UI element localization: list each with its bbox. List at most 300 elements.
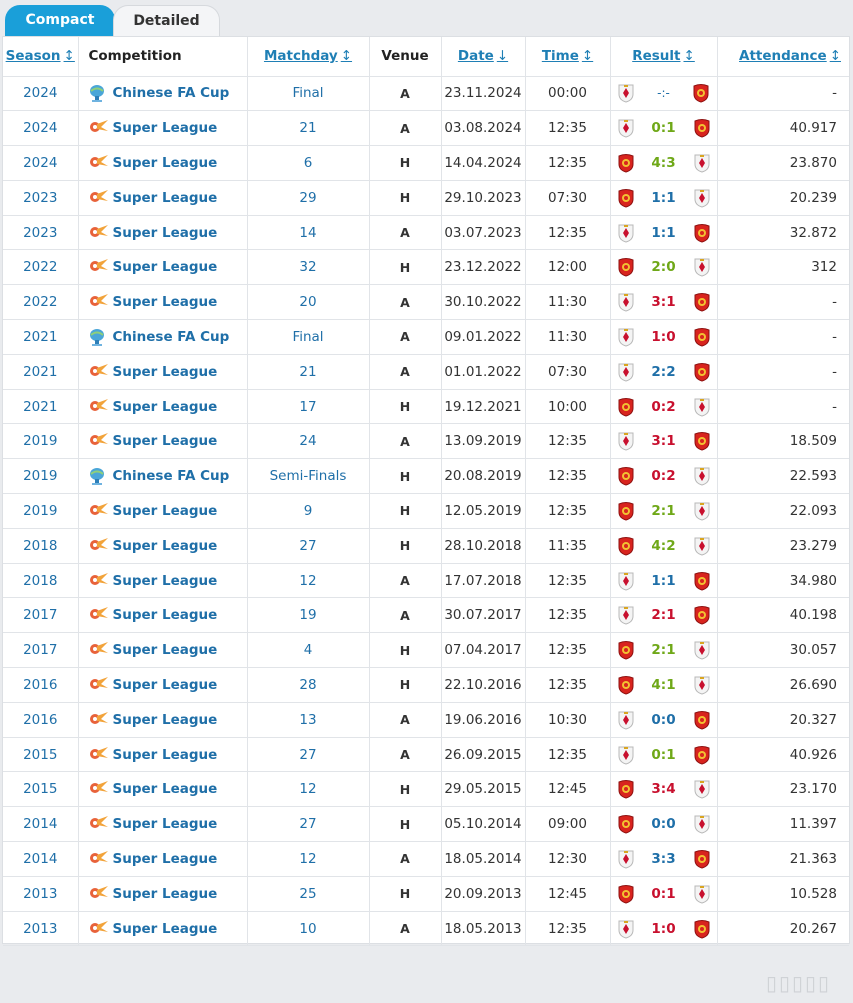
matchday-cell[interactable]: 12 <box>247 772 369 807</box>
attendance-cell: 23.279 <box>717 528 849 563</box>
season-cell[interactable]: 2024 <box>3 76 78 111</box>
score-link[interactable]: 2:0 <box>651 259 676 276</box>
date-cell: 28.10.2018 <box>441 528 525 563</box>
competition-link[interactable]: Super League <box>112 850 218 867</box>
matchday-cell[interactable]: 12 <box>247 563 369 598</box>
red-crest-icon[interactable] <box>617 188 635 208</box>
super-league-icon <box>87 745 107 765</box>
matchday-cell[interactable]: Semi-Finals <box>247 459 369 494</box>
season-cell[interactable]: 2024 <box>3 111 78 146</box>
result-wrap <box>617 83 711 103</box>
competition-link[interactable]: Super League <box>112 607 218 624</box>
season-cell[interactable]: 2019 <box>3 424 78 459</box>
table-row <box>3 389 849 424</box>
venue-cell: A <box>369 563 441 598</box>
competition-link[interactable]: Super League <box>112 885 218 902</box>
competition-wrap <box>87 884 247 904</box>
fa-cup-icon <box>87 83 107 103</box>
result-wrap <box>617 571 711 591</box>
matchday-cell[interactable]: 28 <box>247 668 369 703</box>
red-crest-icon[interactable] <box>617 640 635 660</box>
white-crest-icon[interactable] <box>617 83 635 103</box>
matchday-cell[interactable]: 27 <box>247 528 369 563</box>
table-row <box>3 598 849 633</box>
venue-cell: H <box>369 459 441 494</box>
table-row <box>3 215 849 250</box>
score-link[interactable]: 2:1 <box>651 642 676 659</box>
date-cell: 30.07.2017 <box>441 598 525 633</box>
matchday-cell[interactable]: 19 <box>247 598 369 633</box>
date-header-label[interactable]: Date <box>457 48 494 65</box>
score-link[interactable]: 0:1 <box>651 885 676 902</box>
score-link[interactable]: 3:1 <box>651 294 676 311</box>
competition-link[interactable]: Super League <box>112 746 218 763</box>
matchday-cell[interactable]: 6 <box>247 146 369 181</box>
result-wrap <box>617 292 711 312</box>
table-row <box>3 737 849 772</box>
time-cell: 12:30 <box>525 842 610 877</box>
matchday-cell[interactable]: 27 <box>247 807 369 842</box>
matchday-cell[interactable]: 4 <box>247 633 369 668</box>
white-crest-icon[interactable] <box>693 640 711 660</box>
attendance-cell: 21.363 <box>717 842 849 877</box>
score-link[interactable]: 0:2 <box>651 398 676 415</box>
result-cell <box>610 494 717 529</box>
white-crest-icon[interactable] <box>617 605 635 625</box>
date-cell: 13.09.2019 <box>441 424 525 459</box>
season-cell[interactable]: 2021 <box>3 320 78 355</box>
season-cell[interactable]: 2018 <box>3 528 78 563</box>
competition-link[interactable]: Super League <box>112 189 218 206</box>
score-link[interactable]: 2:2 <box>651 363 676 380</box>
competition-wrap <box>87 675 247 695</box>
time-cell: 12:35 <box>525 111 610 146</box>
competition-cell <box>78 807 247 842</box>
date-cell: 29.05.2015 <box>441 772 525 807</box>
red-crest-icon[interactable] <box>693 849 711 869</box>
white-crest-icon[interactable] <box>617 919 635 939</box>
table-row <box>3 911 849 946</box>
column-header-season[interactable] <box>3 37 78 76</box>
score-link[interactable]: 0:0 <box>651 711 676 728</box>
red-crest-icon[interactable] <box>617 257 635 277</box>
competition-wrap <box>87 223 247 243</box>
red-crest-icon[interactable] <box>693 919 711 939</box>
column-header-attendance[interactable] <box>717 37 849 76</box>
sort-icon[interactable]: ↕ <box>63 48 75 65</box>
white-crest-icon[interactable] <box>693 536 711 556</box>
column-header-matchday[interactable] <box>247 37 369 76</box>
result-cell <box>610 598 717 633</box>
attendance-header-label[interactable]: Attendance <box>739 48 827 65</box>
score-link[interactable]: 1:1 <box>651 572 676 589</box>
table-row <box>3 250 849 285</box>
result-wrap <box>617 501 711 521</box>
score-link[interactable]: 4:1 <box>651 676 676 693</box>
venue-cell: A <box>369 285 441 320</box>
super-league-icon <box>87 292 107 312</box>
venue-cell: A <box>369 702 441 737</box>
competition-cell <box>78 76 247 111</box>
white-crest-icon[interactable] <box>617 292 635 312</box>
white-crest-icon[interactable] <box>693 153 711 173</box>
score-link[interactable]: 3:1 <box>651 433 676 450</box>
date-cell: 29.10.2023 <box>441 180 525 215</box>
venue-header-label: Venue <box>381 48 429 65</box>
white-crest-icon[interactable] <box>617 431 635 451</box>
competition-link[interactable]: Super League <box>112 398 218 415</box>
matchday-cell[interactable]: 13 <box>247 702 369 737</box>
result-wrap <box>617 188 711 208</box>
score-link[interactable]: 0:1 <box>651 746 676 763</box>
season-cell[interactable]: 2016 <box>3 668 78 703</box>
tab-compact[interactable]: Compact <box>5 5 115 36</box>
result-cell <box>610 876 717 911</box>
competition-wrap <box>87 605 247 625</box>
table-row <box>3 424 849 459</box>
competition-cell <box>78 876 247 911</box>
time-cell: 12:35 <box>525 633 610 668</box>
result-cell <box>610 528 717 563</box>
date-cell: 23.11.2024 <box>441 76 525 111</box>
matchday-cell[interactable]: 20 <box>247 285 369 320</box>
attendance-cell: 18.509 <box>717 424 849 459</box>
matchday-cell[interactable]: 14 <box>247 215 369 250</box>
matchday-cell[interactable]: 25 <box>247 876 369 911</box>
score-link[interactable]: 1:1 <box>651 224 676 241</box>
result-wrap <box>617 536 711 556</box>
super-league-icon <box>87 571 107 591</box>
competition-link[interactable]: Super League <box>112 224 218 241</box>
time-cell: 12:45 <box>525 876 610 911</box>
table-row <box>3 668 849 703</box>
red-crest-icon[interactable] <box>617 153 635 173</box>
result-cell <box>610 668 717 703</box>
competition-cell <box>78 842 247 877</box>
date-cell: 20.08.2019 <box>441 459 525 494</box>
result-wrap <box>617 640 711 660</box>
competition-link[interactable]: Super League <box>112 502 218 519</box>
season-cell[interactable]: 2023 <box>3 180 78 215</box>
results-panel <box>2 36 850 944</box>
white-crest-icon[interactable] <box>693 501 711 521</box>
super-league-icon <box>87 849 107 869</box>
red-crest-icon[interactable] <box>617 675 635 695</box>
venue-cell: A <box>369 354 441 389</box>
result-cell <box>610 737 717 772</box>
view-tabs <box>0 0 853 36</box>
red-crest-icon[interactable] <box>693 571 711 591</box>
time-cell: 10:30 <box>525 702 610 737</box>
super-league-icon <box>87 814 107 834</box>
attendance-cell: 40.198 <box>717 598 849 633</box>
time-cell: 11:30 <box>525 285 610 320</box>
white-crest-icon[interactable] <box>617 362 635 382</box>
competition-cell <box>78 424 247 459</box>
attendance-cell: - <box>717 354 849 389</box>
competition-cell <box>78 146 247 181</box>
competition-link[interactable]: Super League <box>112 572 218 589</box>
result-cell <box>610 702 717 737</box>
white-crest-icon[interactable] <box>693 814 711 834</box>
competition-link[interactable]: Super League <box>112 711 218 728</box>
season-cell[interactable]: 2021 <box>3 389 78 424</box>
matchday-cell[interactable]: 12 <box>247 842 369 877</box>
competition-link[interactable]: Super League <box>112 676 218 693</box>
red-crest-icon[interactable] <box>693 605 711 625</box>
competition-wrap <box>87 118 247 138</box>
white-crest-icon[interactable] <box>617 849 635 869</box>
super-league-icon <box>87 362 107 382</box>
competition-wrap <box>87 431 247 451</box>
season-cell[interactable]: 2018 <box>3 563 78 598</box>
season-cell[interactable]: 2015 <box>3 737 78 772</box>
column-header-date[interactable] <box>441 37 525 76</box>
red-crest-icon[interactable] <box>617 779 635 799</box>
result-cell <box>610 911 717 946</box>
venue-cell: H <box>369 180 441 215</box>
white-crest-icon[interactable] <box>693 466 711 486</box>
season-cell[interactable]: 2017 <box>3 598 78 633</box>
white-crest-icon[interactable] <box>617 571 635 591</box>
attendance-cell: 20.267 <box>717 911 849 946</box>
competition-link[interactable]: Super League <box>112 920 218 937</box>
date-cell: 20.09.2013 <box>441 876 525 911</box>
time-cell: 11:30 <box>525 320 610 355</box>
matchday-cell[interactable]: 29 <box>247 180 369 215</box>
white-crest-icon[interactable] <box>693 884 711 904</box>
season-cell[interactable]: 2019 <box>3 459 78 494</box>
score-link[interactable]: 4:2 <box>651 537 676 554</box>
score-link[interactable]: 2:1 <box>651 502 676 519</box>
score-link[interactable]: 0:2 <box>651 468 676 485</box>
time-cell: 09:00 <box>525 807 610 842</box>
red-crest-icon[interactable] <box>693 118 711 138</box>
red-crest-icon[interactable] <box>693 745 711 765</box>
attendance-cell: 30.057 <box>717 633 849 668</box>
result-wrap <box>617 466 711 486</box>
super-league-icon <box>87 536 107 556</box>
competition-cell <box>78 598 247 633</box>
red-crest-icon[interactable] <box>617 466 635 486</box>
white-crest-icon[interactable] <box>617 223 635 243</box>
super-league-icon <box>87 118 107 138</box>
date-cell: 30.10.2022 <box>441 285 525 320</box>
table-row <box>3 633 849 668</box>
white-crest-icon[interactable] <box>693 188 711 208</box>
score-link[interactable]: 1:1 <box>651 189 676 206</box>
table-row <box>3 494 849 529</box>
red-crest-icon[interactable] <box>693 431 711 451</box>
time-cell: 12:35 <box>525 563 610 598</box>
competition-cell <box>78 111 247 146</box>
competition-link[interactable]: Super League <box>112 433 218 450</box>
competition-wrap <box>87 919 247 939</box>
venue-cell: H <box>369 633 441 668</box>
competition-link[interactable]: Super League <box>112 781 218 798</box>
time-cell: 12:35 <box>525 215 610 250</box>
season-cell[interactable]: 2022 <box>3 250 78 285</box>
red-crest-icon[interactable] <box>617 536 635 556</box>
date-cell: 18.05.2014 <box>441 842 525 877</box>
table-row <box>3 876 849 911</box>
venue-cell: A <box>369 76 441 111</box>
red-crest-icon[interactable] <box>617 814 635 834</box>
competition-wrap <box>87 745 247 765</box>
season-cell[interactable]: 2014 <box>3 842 78 877</box>
column-header-result[interactable] <box>610 37 717 76</box>
matchday-cell[interactable]: 9 <box>247 494 369 529</box>
column-header-time[interactable] <box>525 37 610 76</box>
result-cell <box>610 76 717 111</box>
table-row <box>3 320 849 355</box>
competition-link[interactable]: Super League <box>112 154 218 171</box>
red-crest-icon[interactable] <box>617 501 635 521</box>
attendance-cell: 11.397 <box>717 807 849 842</box>
venue-cell: A <box>369 911 441 946</box>
white-crest-icon[interactable] <box>693 779 711 799</box>
date-cell: 03.08.2024 <box>441 111 525 146</box>
competition-link[interactable]: Super League <box>112 642 218 659</box>
results-body <box>3 76 849 946</box>
matchday-cell[interactable]: 27 <box>247 737 369 772</box>
matchday-cell[interactable]: Final <box>247 76 369 111</box>
competition-link[interactable]: Super League <box>112 294 218 311</box>
venue-cell: H <box>369 528 441 563</box>
score-link[interactable]: 4:3 <box>651 154 676 171</box>
super-league-icon <box>87 257 107 277</box>
competition-link[interactable]: Super League <box>112 816 218 833</box>
result-cell <box>610 180 717 215</box>
attendance-cell: 32.872 <box>717 215 849 250</box>
red-crest-icon[interactable] <box>693 710 711 730</box>
competition-link[interactable]: Chinese FA Cup <box>112 85 230 102</box>
red-crest-icon[interactable] <box>692 83 710 103</box>
season-cell[interactable]: 2024 <box>3 146 78 181</box>
super-league-icon <box>87 501 107 521</box>
season-cell[interactable]: 2016 <box>3 702 78 737</box>
season-cell[interactable]: 2022 <box>3 285 78 320</box>
score-link[interactable]: 1:0 <box>651 328 676 345</box>
season-cell[interactable]: 2021 <box>3 354 78 389</box>
table-header-row <box>3 37 849 76</box>
venue-cell: H <box>369 146 441 181</box>
white-crest-icon[interactable] <box>693 257 711 277</box>
result-header-label[interactable]: Result <box>632 48 681 65</box>
time-cell: 07:30 <box>525 180 610 215</box>
matchday-cell[interactable]: 32 <box>247 250 369 285</box>
season-cell[interactable]: 2023 <box>3 215 78 250</box>
matchday-cell[interactable]: Final <box>247 320 369 355</box>
season-cell[interactable]: 2019 <box>3 494 78 529</box>
matchday-header-label[interactable]: Matchday <box>263 48 338 65</box>
super-league-icon <box>87 779 107 799</box>
score-link[interactable]: 3:3 <box>651 850 676 867</box>
sort-icon[interactable]: ↕ <box>340 48 353 65</box>
white-crest-icon[interactable] <box>617 745 635 765</box>
matchday-cell[interactable]: 21 <box>247 354 369 389</box>
result-wrap <box>617 605 711 625</box>
season-cell[interactable]: 2013 <box>3 876 78 911</box>
score-link[interactable]: 3:4 <box>651 781 676 798</box>
result-cell <box>610 633 717 668</box>
red-crest-icon[interactable] <box>617 884 635 904</box>
competition-wrap <box>87 292 247 312</box>
venue-cell: A <box>369 111 441 146</box>
score-link[interactable]: 0:0 <box>651 816 676 833</box>
competition-link[interactable]: Super League <box>112 120 218 137</box>
season-cell[interactable]: 2017 <box>3 633 78 668</box>
matchday-cell[interactable]: 10 <box>247 911 369 946</box>
score-link[interactable]: 1:0 <box>651 920 676 937</box>
matchday-cell[interactable]: 21 <box>247 111 369 146</box>
competition-link[interactable]: Chinese FA Cup <box>112 468 230 485</box>
table-row <box>3 772 849 807</box>
red-crest-icon[interactable] <box>693 292 711 312</box>
white-crest-icon[interactable] <box>693 675 711 695</box>
season-cell[interactable]: 2013 <box>3 911 78 946</box>
sort-icon[interactable]: ↕ <box>683 48 695 65</box>
attendance-cell: 34.980 <box>717 563 849 598</box>
table-row <box>3 180 849 215</box>
sort-icon[interactable]: ↕ <box>829 48 841 65</box>
red-crest-icon[interactable] <box>693 327 711 347</box>
competition-link[interactable]: Super League <box>112 259 218 276</box>
red-crest-icon[interactable] <box>617 397 635 417</box>
white-crest-icon[interactable] <box>617 118 635 138</box>
result-cell <box>610 389 717 424</box>
result-cell <box>610 459 717 494</box>
score-link[interactable]: 0:1 <box>651 120 676 137</box>
competition-link[interactable]: Chinese FA Cup <box>112 328 230 345</box>
result-wrap <box>617 153 711 173</box>
season-cell[interactable]: 2014 <box>3 807 78 842</box>
matchday-cell[interactable]: 24 <box>247 424 369 459</box>
competition-cell <box>78 563 247 598</box>
venue-cell: A <box>369 842 441 877</box>
time-header-label[interactable]: Time <box>541 48 579 65</box>
season-header-label[interactable]: Season <box>5 48 61 65</box>
date-cell: 18.05.2013 <box>441 911 525 946</box>
competition-link[interactable]: Super League <box>112 537 218 554</box>
date-cell: 22.10.2016 <box>441 668 525 703</box>
competition-cell <box>78 633 247 668</box>
competition-link[interactable]: Super League <box>112 363 218 380</box>
time-cell: 12:45 <box>525 772 610 807</box>
matchday-cell[interactable]: 17 <box>247 389 369 424</box>
white-crest-icon[interactable] <box>617 327 635 347</box>
competition-wrap <box>87 327 247 347</box>
sort-desc-icon[interactable]: ↓ <box>496 48 509 65</box>
time-cell: 12:35 <box>525 494 610 529</box>
score-link[interactable]: 2:1 <box>651 607 676 624</box>
red-crest-icon[interactable] <box>693 362 711 382</box>
score-link[interactable]: -:- <box>657 86 670 101</box>
competition-wrap <box>87 153 247 173</box>
tab-detailed[interactable]: Detailed <box>113 5 220 36</box>
venue-cell: H <box>369 250 441 285</box>
white-crest-icon[interactable] <box>693 397 711 417</box>
time-cell: 12:35 <box>525 737 610 772</box>
attendance-cell: 23.870 <box>717 146 849 181</box>
season-cell[interactable]: 2015 <box>3 772 78 807</box>
attendance-cell: 23.170 <box>717 772 849 807</box>
time-cell: 12:35 <box>525 911 610 946</box>
red-crest-icon[interactable] <box>693 223 711 243</box>
result-wrap <box>617 849 711 869</box>
sort-icon[interactable]: ↕ <box>581 48 594 65</box>
white-crest-icon[interactable] <box>617 710 635 730</box>
